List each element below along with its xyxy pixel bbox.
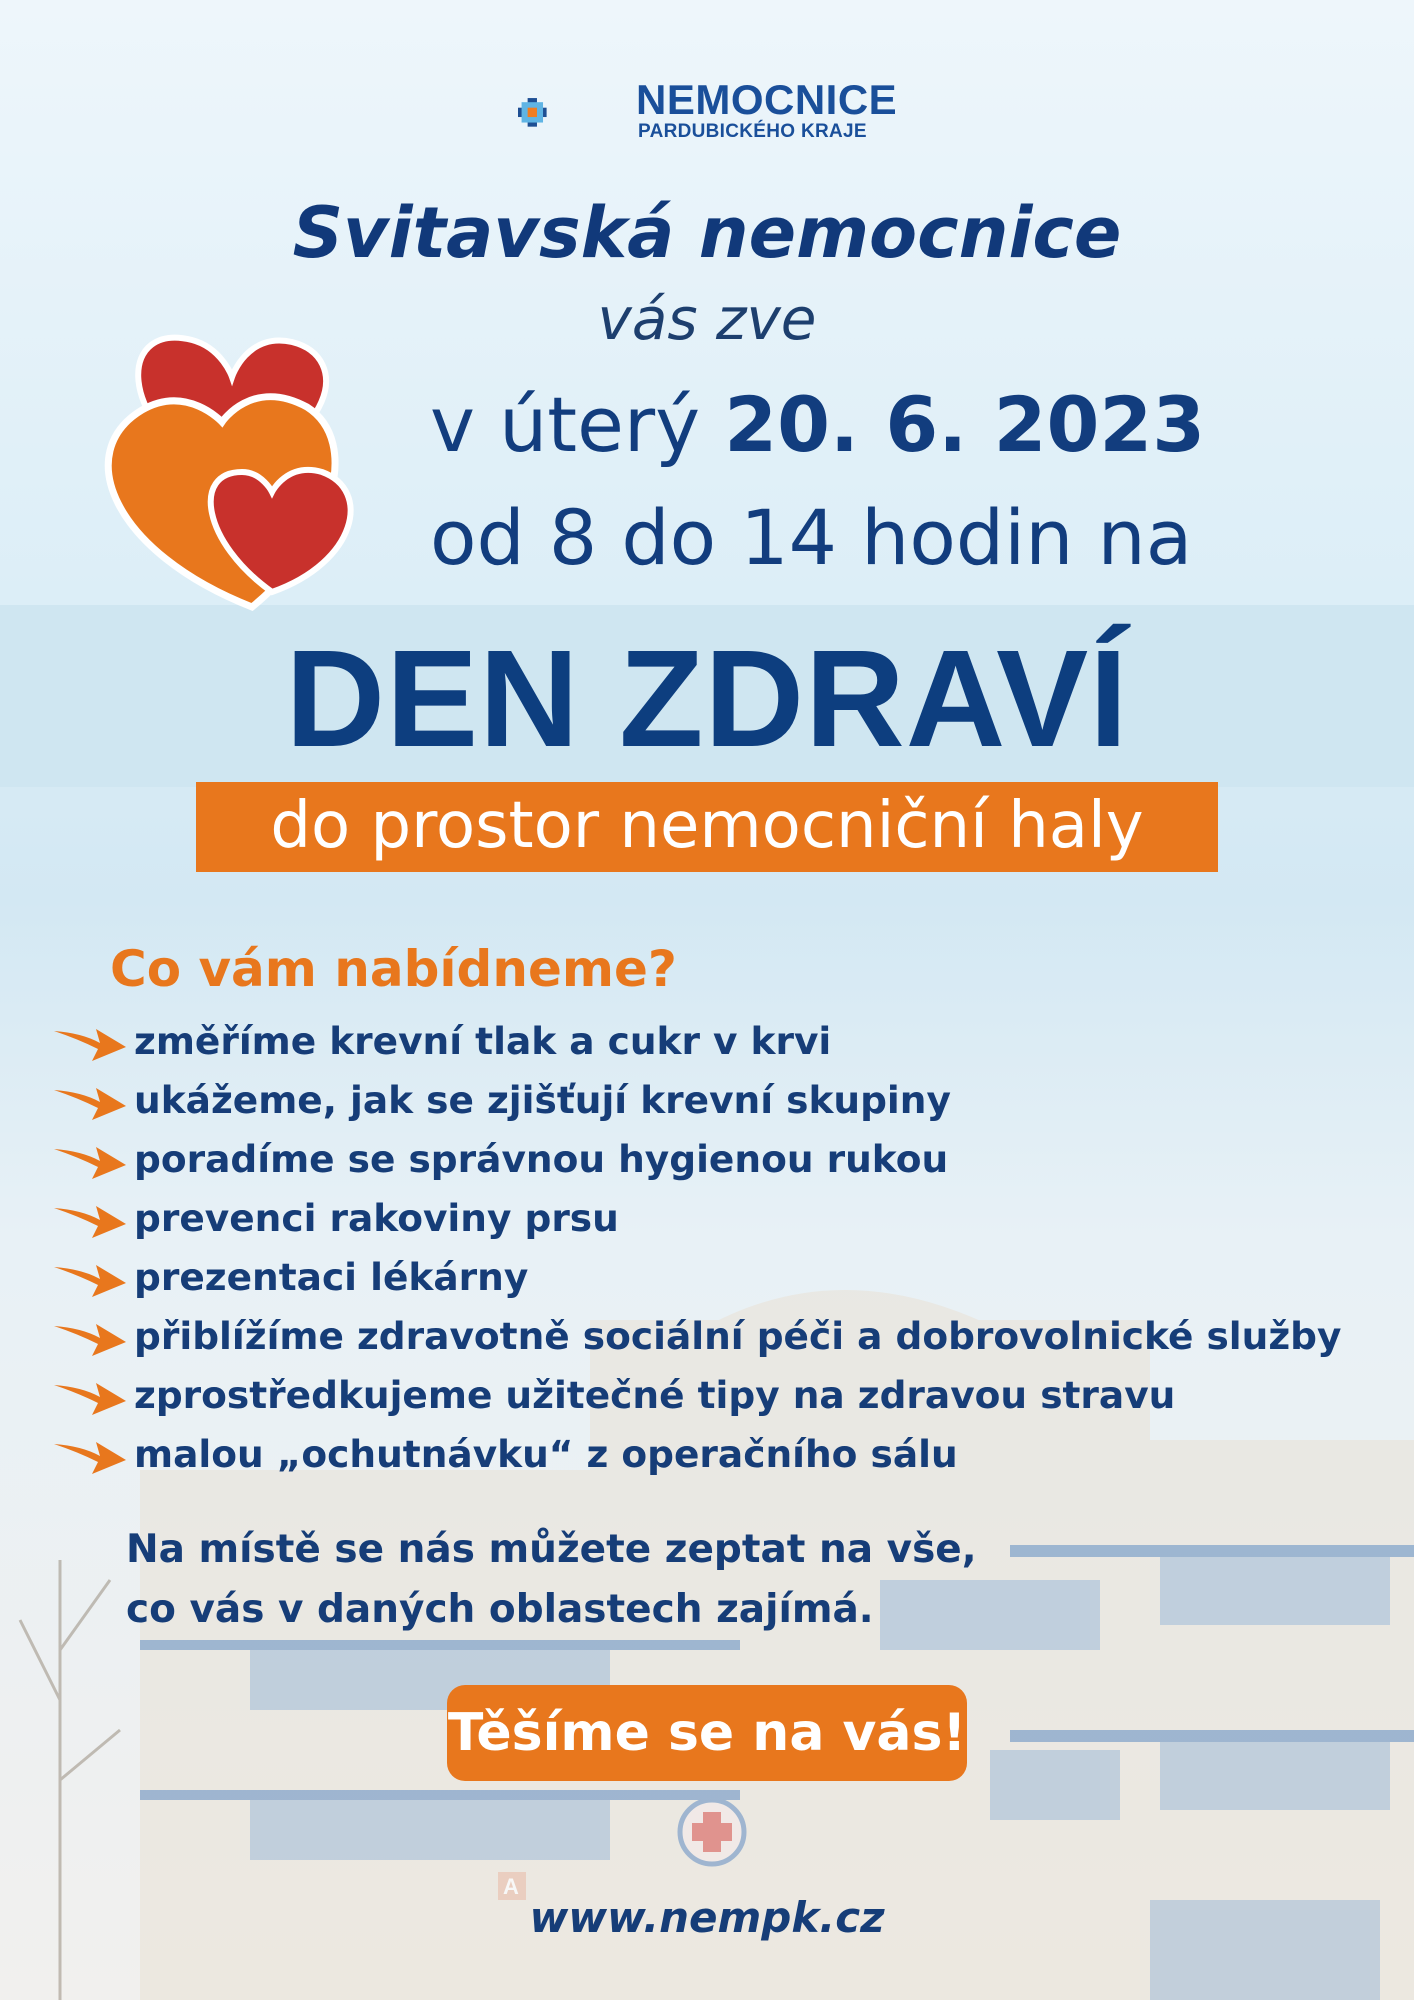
event-date-line: [430, 380, 1205, 469]
list-item: [52, 1130, 1341, 1189]
arrow-icon: [52, 1023, 128, 1063]
list-item: [52, 1248, 1341, 1307]
arrow-icon: [52, 1259, 128, 1299]
hospital-logo-icon: [518, 60, 628, 165]
list-item-label: prevenci rakoviny prsu: [134, 1196, 619, 1240]
list-item-label: změříme krevní tlak a cukr v krvi: [134, 1019, 832, 1063]
arrow-icon: [52, 1436, 128, 1476]
logo-subtitle: PARDUBICKÉHO KRAJE: [638, 121, 867, 142]
note-text: [126, 1520, 977, 1640]
offer-heading: Co vám nabídneme?: [110, 940, 677, 998]
list-item-label: prezentaci lékárny: [134, 1255, 529, 1299]
note-line: co vás v daných oblastech zajímá.: [126, 1587, 874, 1632]
event-hours: od 8 do 14 hodin na: [430, 493, 1193, 582]
door-letter: A: [503, 1874, 519, 1899]
list-item-label: ukážeme, jak se zjišťují krevní skupiny: [134, 1078, 951, 1122]
event-subtitle: do prostor nemocniční haly: [196, 782, 1218, 872]
hospital-name: Svitavská nemocnice: [292, 192, 1122, 274]
list-item: [52, 1012, 1341, 1071]
welcome-banner: Těšíme se na vás!: [447, 1685, 967, 1781]
arrow-icon: [52, 1318, 128, 1358]
event-title: DEN ZDRAVÍ: [285, 622, 1129, 776]
arrow-icon: [52, 1200, 128, 1240]
list-item-label: zprostředkujeme užitečné tipy na zdravou stravu: [134, 1373, 1176, 1417]
list-item: [52, 1189, 1341, 1248]
date-prefix: v úterý: [430, 380, 701, 469]
list-item-label: malou „ochutnávku“ z operačního sálu: [134, 1432, 958, 1476]
list-item-label: poradíme se správnou hygienou rukou: [134, 1137, 949, 1181]
arrow-icon: [52, 1141, 128, 1181]
note-line: Na místě se nás můžete zeptat na vše,: [126, 1527, 977, 1572]
invite-text: vás zve: [597, 285, 817, 353]
offer-list: [52, 1012, 1341, 1484]
list-item-label: přiblížíme zdravotně sociální péči a dobrovolnické služby: [134, 1314, 1342, 1358]
logo-title: NEMOCNICE: [636, 76, 898, 123]
list-item: [52, 1071, 1341, 1130]
list-item: [52, 1425, 1341, 1484]
list-item: [52, 1307, 1341, 1366]
website-link[interactable]: www.nempk.cz: [529, 1893, 885, 1942]
event-date: 20. 6. 2023: [724, 380, 1206, 469]
hearts-illustration-icon: [72, 322, 392, 612]
list-item: [52, 1366, 1341, 1425]
arrow-icon: [52, 1377, 128, 1417]
arrow-icon: [52, 1082, 128, 1122]
